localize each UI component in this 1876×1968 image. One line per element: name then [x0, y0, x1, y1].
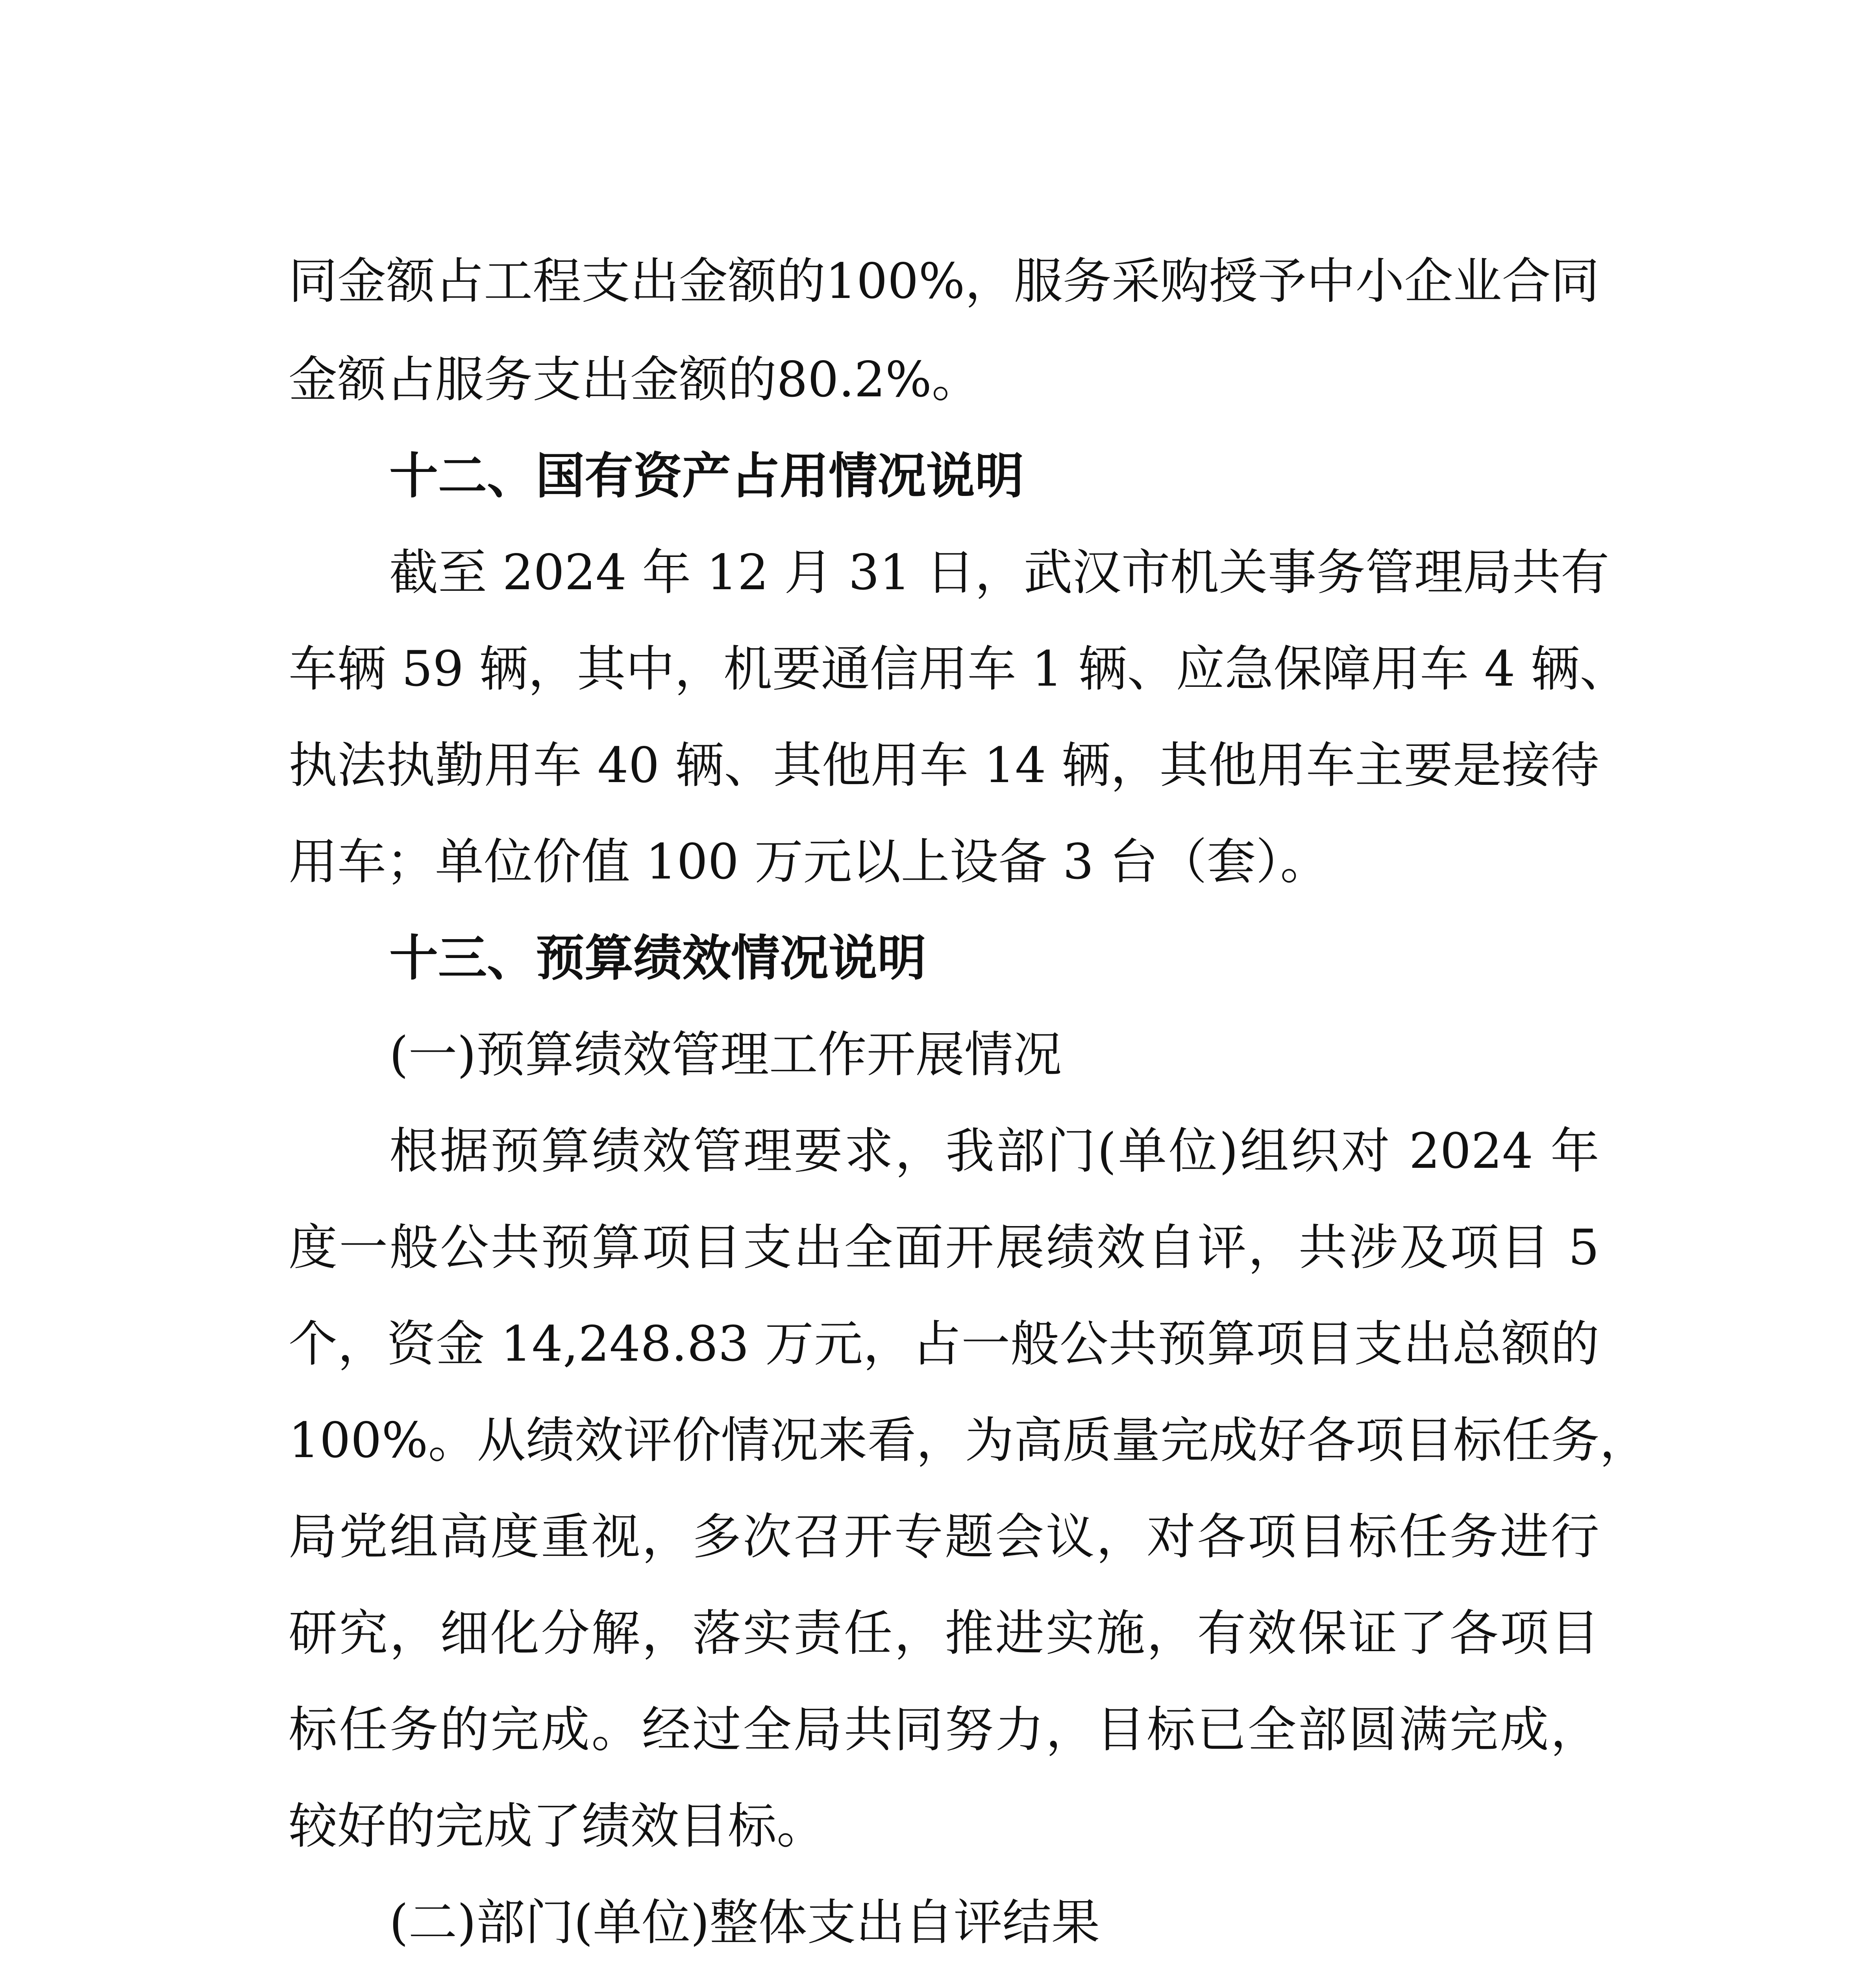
paragraph-line: 度一般公共预算项目支出全面开展绩效自评，共涉及项目 5 — [289, 1219, 1599, 1276]
paragraph-line: 个，资金 14,248.83 万元，占一般公共预算项目支出总额的 — [289, 1316, 1599, 1372]
section-heading-13: 十三、预算绩效情况说明 — [389, 930, 927, 987]
paragraph-line: 执法执勤用车 40 辆、其他用车 14 辆，其他用车主要是接待 — [289, 737, 1599, 794]
subsection-heading-2: (二)部门(单位)整体支出自评结果 — [389, 1894, 1100, 1951]
paragraph-line: 同金额占工程支出金额的100%，服务采购授予中小企业合同 — [289, 253, 1600, 310]
paragraph-line: 根据预算绩效管理要求，我部门(单位)组织对 2024 年 — [389, 1123, 1599, 1180]
paragraph-line: 车辆 59 辆，其中，机要通信用车 1 辆、应急保障用车 4 辆、 — [289, 641, 1629, 697]
paragraph-line: 研究，细化分解，落实责任，推进实施，有效保证了各项目 — [289, 1605, 1599, 1662]
paragraph-line: 截至 2024 年 12 月 31 日，武汉市机关事务管理局共有 — [389, 544, 1610, 601]
subsection-heading-1: (一)预算绩效管理工作开展情况 — [389, 1027, 1062, 1083]
paragraph-line: 较好的完成了绩效目标。 — [289, 1798, 826, 1855]
paragraph-line: 100%。从绩效评价情况来看，为高质量完成好各项目标任务， — [289, 1412, 1648, 1469]
paragraph-line: 局党组高度重视，多次召开专题会议，对各项目标任务进行 — [289, 1509, 1599, 1565]
paragraph-line: 用车；单位价值 100 万元以上设备 3 台（套）。 — [289, 834, 1329, 890]
section-heading-12: 十二、国有资产占用情况说明 — [389, 448, 1024, 505]
paragraph-line: 金额占服务支出金额的80.2%。 — [289, 351, 981, 408]
paragraph-line: 标任务的完成。经过全局共同努力，目标已全部圆满完成， — [289, 1702, 1599, 1758]
